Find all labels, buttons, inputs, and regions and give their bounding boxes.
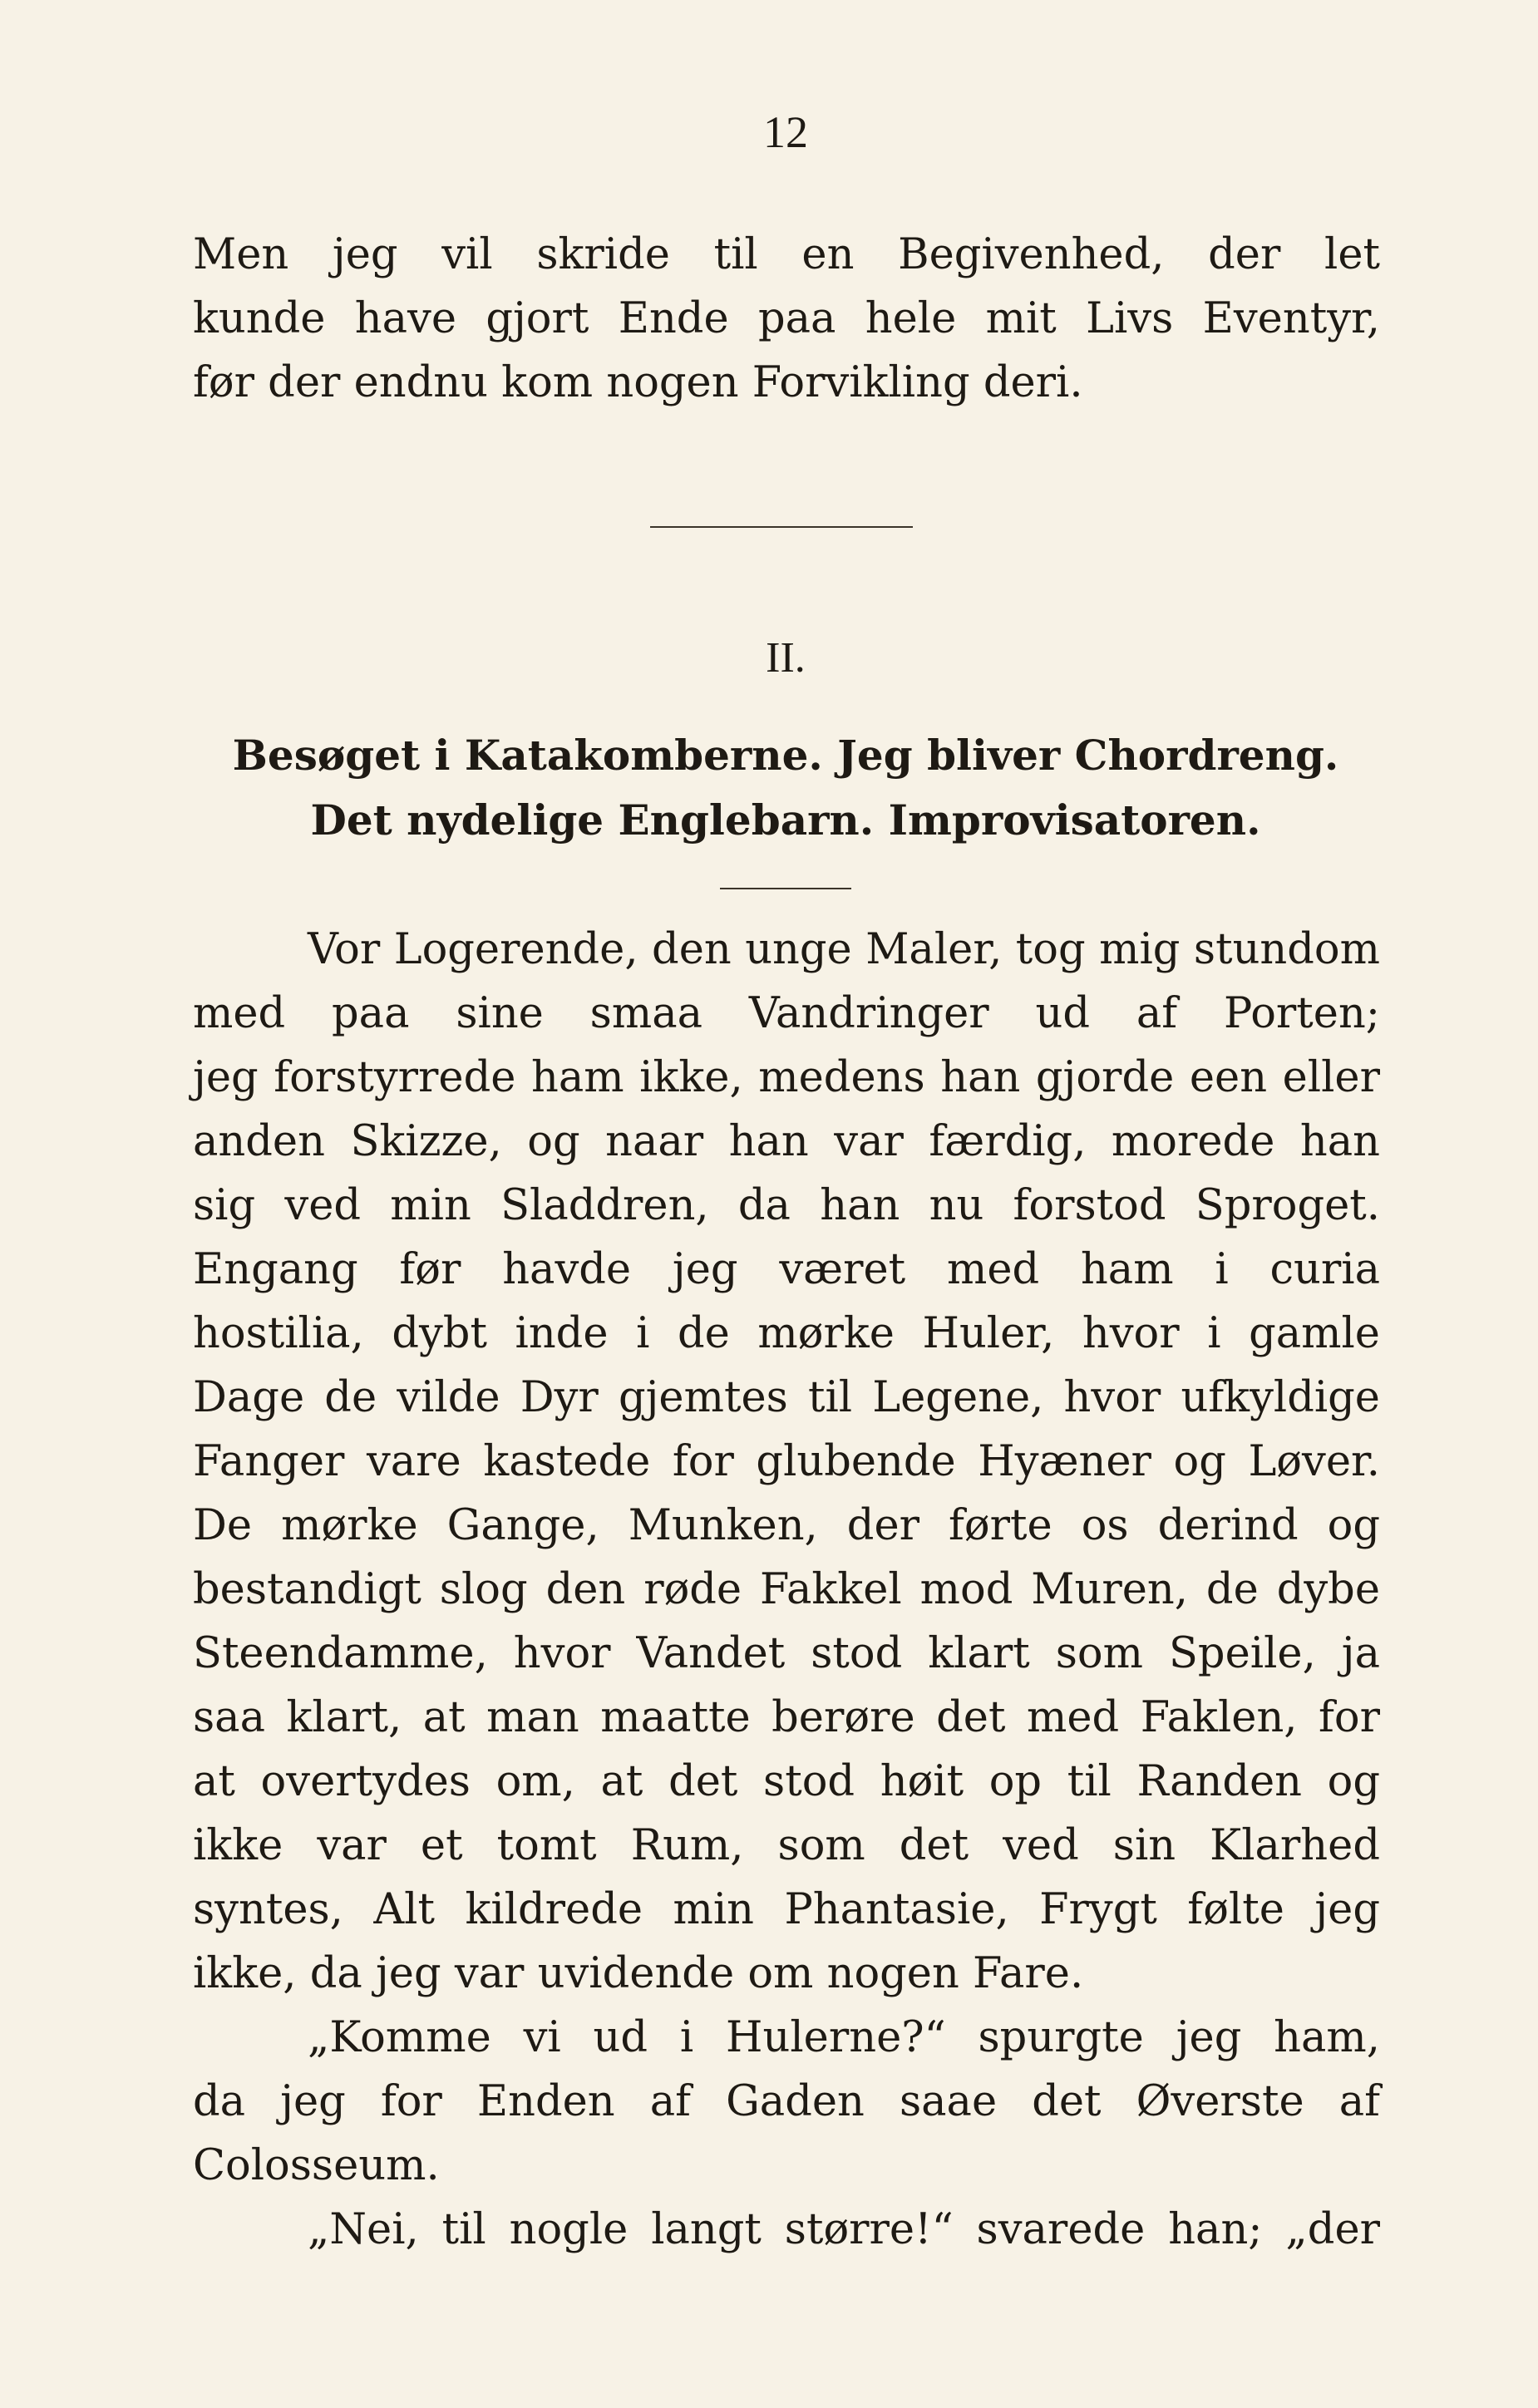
section-divider — [650, 526, 913, 528]
text-line: Men jeg vil skride til en Begivenhed, der let — [193, 230, 1380, 279]
chapter-title — [0, 723, 1538, 853]
text-line: jeg forstyrrede ham ikke, medens han gjorde een eller — [193, 1053, 1380, 1102]
chapter-body — [193, 918, 1380, 2262]
intro-paragraph — [193, 223, 1380, 415]
text-line: saa klart, at man maatte berøre det med Faklen, for — [193, 1693, 1380, 1742]
text-line: før der endnu kom nogen Forvikling deri. — [193, 358, 1083, 407]
text-line: Steendamme, hvor Vandet stod klart som Speile, ja — [193, 1629, 1380, 1678]
text-line: Engang før havde jeg været med ham i curia — [193, 1245, 1380, 1294]
text-line: anden Skizze, og naar han var færdig, morede han — [193, 1117, 1380, 1166]
text-line: Dage de vilde Dyr gjemtes til Legene, hvor ufkyldige — [193, 1373, 1380, 1422]
text-line: Vor Logerende, den unge Maler, tog mig stundom — [308, 925, 1380, 974]
chapter-number: II. — [766, 634, 806, 682]
text-line: „Nei, til nogle langt større!“ svarede han; „der — [308, 2205, 1380, 2254]
text-line: Colosseum. — [193, 2141, 440, 2190]
text-line: syntes, Alt kildrede min Phantasie, Frygt følte jeg — [193, 1885, 1380, 1934]
text-line: ikke, da jeg var uvidende om nogen Fare. — [193, 1949, 1084, 1998]
page-number: 12 — [763, 107, 808, 157]
text-line: De mørke Gange, Munken, der førte os derind og — [193, 1501, 1380, 1550]
text-line: at overtydes om, at det stod høit op til Randen og — [193, 1757, 1380, 1806]
text-line: ikke var et tomt Rum, som det ved sin Klarhed — [193, 1821, 1380, 1870]
text-line: med paa sine smaa Vandringer ud af Porten; — [193, 989, 1380, 1038]
text-line: kunde have gjort Ende paa hele mit Livs Eventyr, — [193, 294, 1380, 343]
title-divider — [720, 888, 851, 889]
text-line: Fanger vare kastede for glubende Hyæner og Løver. — [193, 1437, 1380, 1486]
text-line: bestandigt slog den røde Fakkel mod Muren, de dybe — [193, 1565, 1380, 1614]
chapter-title-line: Det nydelige Englebarn. Improvisatoren. — [310, 795, 1261, 845]
text-line: „Komme vi ud i Hulerne?“ spurgte jeg ham, — [308, 2013, 1380, 2062]
text-line: da jeg for Enden af Gaden saae det Øverste af — [193, 2077, 1380, 2126]
text-line: hostilia, dybt inde i de mørke Huler, hvor i gamle — [193, 1309, 1380, 1358]
text-line: sig ved min Sladdren, da han nu forstod Sproget. — [193, 1181, 1380, 1230]
chapter-title-line: Besøget i Katakomberne. Jeg bliver Chordreng. — [232, 731, 1339, 780]
